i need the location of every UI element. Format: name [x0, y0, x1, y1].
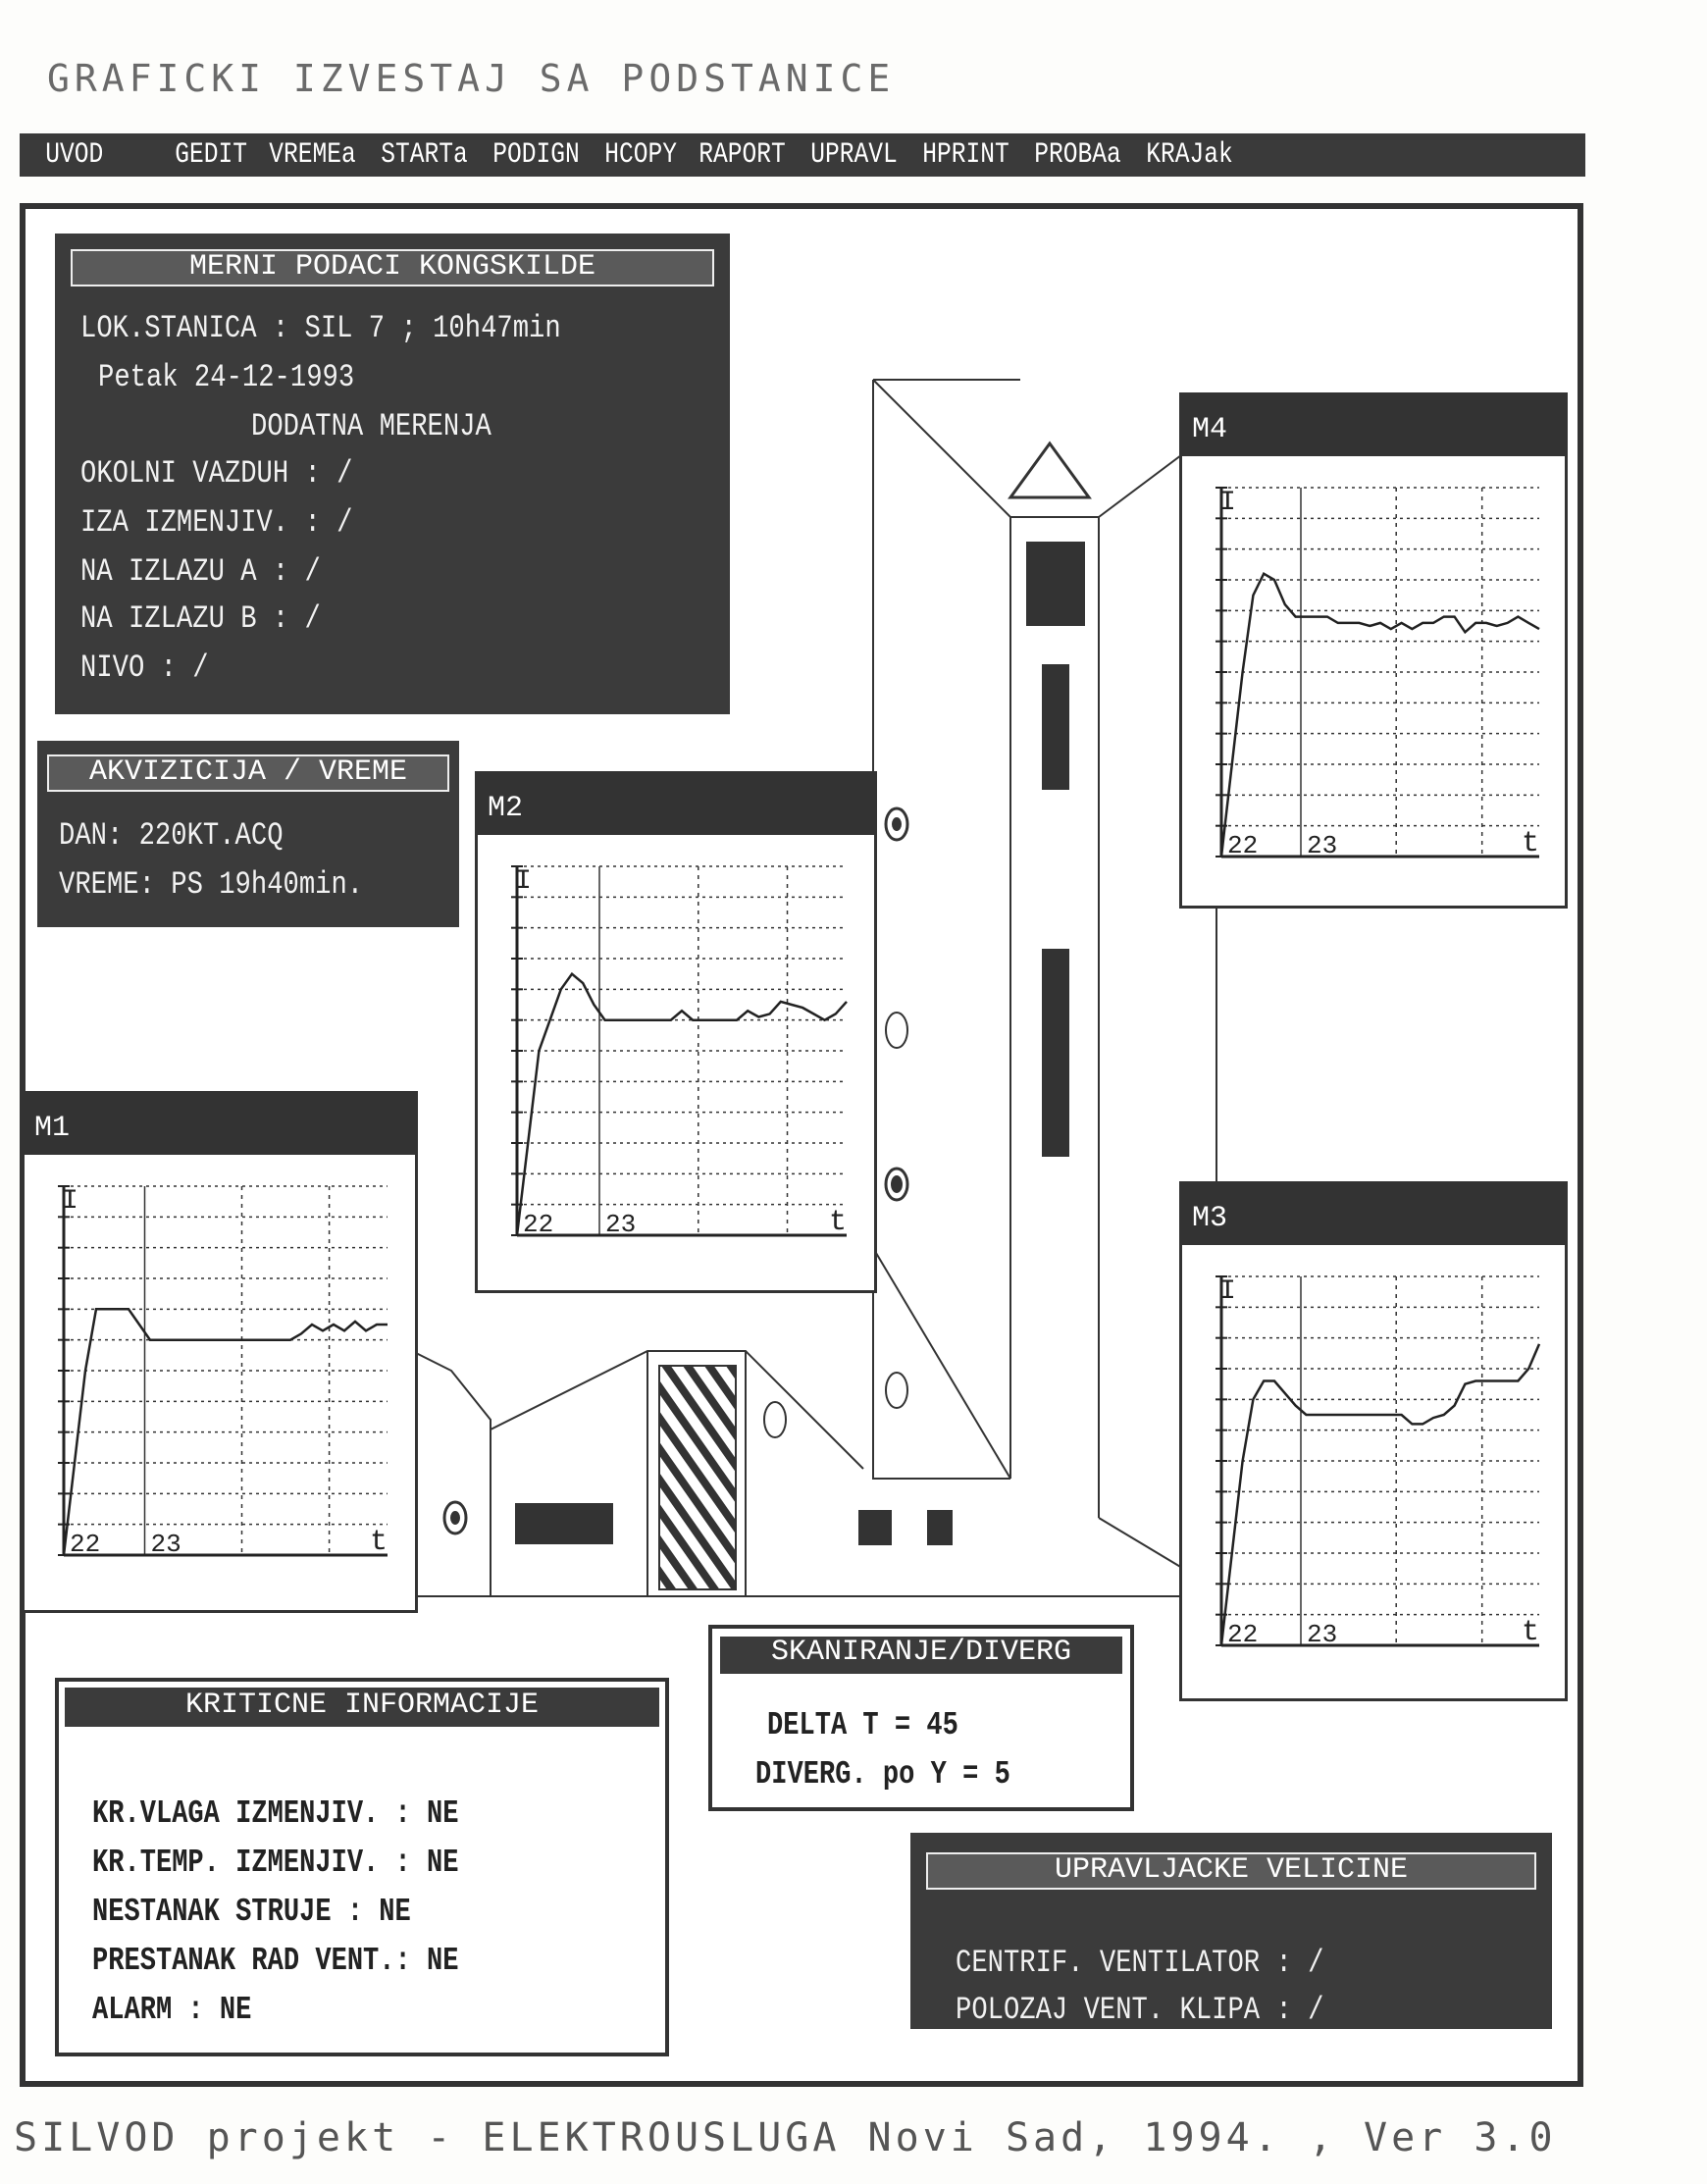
- chart-m4: [1200, 478, 1549, 890]
- y-axis-label: I: [1219, 488, 1236, 518]
- chart-window-m2: [475, 771, 877, 1293]
- series-line: [1221, 574, 1539, 857]
- menu-podign[interactable]: PODIGN: [492, 138, 580, 172]
- chart-window-m4: [1179, 392, 1568, 909]
- kr-vlaga: KR.VLAGA IZMENJIV. : NE: [92, 1795, 459, 1832]
- x-tick-label: 23: [605, 1210, 637, 1239]
- menu-krajak[interactable]: KRAJak: [1146, 138, 1234, 172]
- prestanak-rad-vent: PRESTANAK RAD VENT.: NE: [92, 1943, 459, 1979]
- date-label: Petak 24-12-1993: [98, 359, 355, 395]
- chart-grid: [1221, 488, 1539, 857]
- y-axis-label: I: [62, 1186, 78, 1217]
- merni-podaci-panel: [55, 234, 730, 714]
- kr-temp: KR.TEMP. IZMENJIV. : NE: [92, 1845, 459, 1881]
- nestanak-struje: NESTANAK STRUJE : NE: [92, 1894, 411, 1930]
- skaniranje-panel: [708, 1625, 1134, 1811]
- na-izlazu-b: NA IZLAZU B : /: [80, 600, 321, 637]
- menu-hprint[interactable]: HPRINT: [922, 138, 1009, 172]
- y-axis-label: I: [515, 866, 532, 897]
- x-axis-label: t: [370, 1526, 388, 1559]
- menu-hcopy[interactable]: HCOPY: [604, 138, 678, 172]
- nivo: NIVO : /: [80, 650, 209, 686]
- x-tick-label: 22: [1227, 1620, 1259, 1649]
- menu-vremea[interactable]: VREMEa: [269, 138, 356, 172]
- menu-probaa[interactable]: PROBAa: [1034, 138, 1122, 172]
- menu-starta[interactable]: STARTa: [381, 138, 468, 172]
- menu-raport[interactable]: RAPORT: [698, 138, 786, 172]
- footer-credit: SILVOD projekt - ELEKTROUSLUGA Novi Sad, 1994. , Ver 3.0: [14, 2115, 1557, 2160]
- menu-upravl[interactable]: UPRAVL: [810, 138, 898, 172]
- kriticne-panel: [55, 1678, 669, 2056]
- menu-uvod[interactable]: UVOD: [45, 138, 104, 172]
- chart-m2-title: M2: [478, 774, 874, 835]
- lok-stanica: LOK.STANICA : SIL 7 ; 10h47min: [80, 310, 561, 346]
- alarm: ALARM : NE: [92, 1992, 252, 2028]
- na-izlazu-a: NA IZLAZU A : /: [80, 553, 321, 590]
- skaniranje-title: SKANIRANJE/DIVERG: [720, 1637, 1122, 1674]
- x-tick-label: 23: [1307, 1620, 1338, 1649]
- chart-m3: [1200, 1267, 1549, 1679]
- menu-bar: [20, 133, 1585, 177]
- merni-podaci-title: MERNI PODACI KONGSKILDE: [71, 249, 714, 286]
- chart-grid: [517, 866, 847, 1235]
- x-axis-label: t: [829, 1206, 848, 1239]
- page-title: GRAFICKI IZVESTAJ SA PODSTANICE: [47, 57, 896, 100]
- kriticne-title: KRITICNE INFORMACIJE: [67, 1690, 657, 1725]
- vreme-label: VREME: PS 19h40min.: [59, 866, 364, 903]
- x-tick-label: 23: [150, 1530, 181, 1559]
- y-axis-label: I: [1219, 1276, 1236, 1307]
- series-line: [1221, 1344, 1539, 1645]
- dodatna-merenja: DODATNA MERENJA: [251, 408, 491, 444]
- polozaj-vent-klipa: POLOZAJ VENT. KLIPA : /: [956, 1992, 1324, 2028]
- x-tick-label: 23: [1307, 831, 1338, 860]
- x-axis-label: t: [1522, 1616, 1540, 1649]
- delta-t: DELTA T = 45: [767, 1707, 958, 1743]
- chart-m4-title: M4: [1182, 395, 1565, 456]
- diverg-y: DIVERG. po Y = 5: [755, 1756, 1010, 1793]
- chart-grid: [64, 1186, 388, 1555]
- chart-window-m1: [22, 1091, 418, 1613]
- centrif-ventilator: CENTRIF. VENTILATOR : /: [956, 1945, 1324, 1981]
- chart-m2: [495, 857, 856, 1269]
- chart-m1: [42, 1176, 397, 1588]
- x-tick-label: 22: [70, 1530, 101, 1559]
- upravljacke-panel: [910, 1833, 1552, 2029]
- chart-m3-title: M3: [1182, 1184, 1565, 1245]
- dan-label: DAN: 220KT.ACQ: [59, 817, 284, 854]
- akvizicija-panel: [37, 741, 459, 927]
- okolni-vazduh: OKOLNI VAZDUH : /: [80, 455, 353, 492]
- x-axis-label: t: [1522, 827, 1540, 860]
- chart-window-m3: [1179, 1181, 1568, 1701]
- chart-grid: [1221, 1276, 1539, 1645]
- series-line: [517, 974, 847, 1235]
- chart-m1-title: M1: [25, 1094, 415, 1155]
- iza-izmenjiv: IZA IZMENJIV. : /: [80, 504, 353, 541]
- akvizicija-title: AKVIZICIJA / VREME: [47, 754, 449, 792]
- menu-gedit[interactable]: GEDIT: [175, 138, 248, 172]
- x-tick-label: 22: [1227, 831, 1259, 860]
- upravljacke-title: UPRAVLJACKE VELICINE: [926, 1852, 1536, 1890]
- x-tick-label: 22: [523, 1210, 554, 1239]
